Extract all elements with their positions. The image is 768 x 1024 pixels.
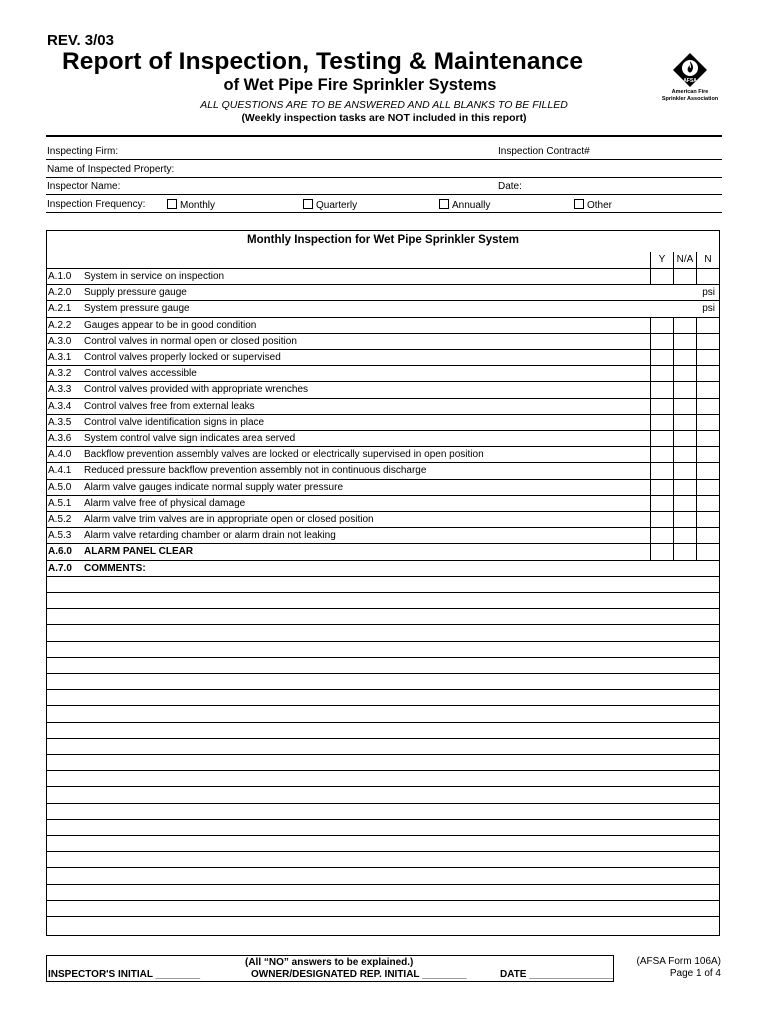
na-cell[interactable] [673, 317, 696, 334]
comment-line[interactable] [47, 657, 719, 658]
y-cell[interactable] [650, 365, 673, 382]
column-header-y: Y [650, 252, 673, 268]
row-code: A.4.0 [48, 449, 72, 461]
row-code: A.5.2 [48, 514, 72, 525]
comment-line[interactable] [47, 835, 719, 836]
table-row [47, 284, 719, 300]
comment-line[interactable] [47, 754, 719, 755]
row-code: A.3.2 [48, 368, 72, 380]
row-code: A.3.5 [48, 416, 72, 428]
document-subtitle: of Wet Pipe Fire Sprinkler Systems [223, 76, 497, 94]
n-cell[interactable] [696, 317, 719, 334]
y-cell[interactable] [650, 430, 673, 447]
n-cell[interactable] [696, 381, 719, 398]
table-row [47, 268, 719, 284]
table-row [47, 365, 719, 381]
afsa-emblem-icon [672, 52, 708, 88]
inspector-name-label: Inspector Name: [47, 181, 121, 192]
other-checkbox[interactable] [574, 199, 584, 209]
y-cell[interactable] [650, 381, 673, 398]
logo-line-1: American Fire [671, 89, 709, 95]
revision-label: REV. 3/03 [47, 32, 114, 49]
y-cell[interactable] [650, 479, 673, 496]
logo-line-2: Sprinkler Association [661, 96, 719, 102]
n-cell[interactable] [696, 527, 719, 544]
n-cell[interactable] [696, 398, 719, 415]
inspecting-firm-label: Inspecting Firm: [47, 146, 119, 157]
na-cell[interactable] [673, 349, 696, 366]
n-cell[interactable] [696, 479, 719, 496]
table-row [47, 446, 719, 462]
comment-line[interactable] [47, 770, 719, 771]
row-label: System pressure gauge [84, 303, 190, 315]
table-row [47, 527, 719, 543]
row-code: A.5.0 [48, 481, 72, 493]
comments-row [47, 560, 719, 576]
n-cell[interactable] [696, 333, 719, 350]
comment-line[interactable] [47, 900, 719, 901]
instruction-line-2: (Weekly inspection tasks are NOT included in this report) [241, 112, 527, 124]
annually-checkbox[interactable] [439, 199, 449, 209]
y-cell[interactable] [650, 317, 673, 334]
table-row [47, 300, 719, 316]
row-label: Control valves provided with appropriate wrenches [84, 384, 309, 396]
n-cell[interactable] [696, 495, 719, 512]
row-label: Control valves free from external leaks [84, 400, 255, 412]
row-label: Alarm valve trim valves are in appropriate open or closed position [84, 514, 374, 525]
y-cell[interactable] [650, 446, 673, 463]
n-cell[interactable] [696, 543, 719, 560]
y-cell[interactable] [650, 462, 673, 479]
row-label: ALARM PANEL CLEAR [84, 546, 194, 558]
y-cell[interactable] [650, 414, 673, 431]
row-code: A.3.0 [48, 335, 72, 347]
y-cell[interactable] [650, 527, 673, 544]
table-row [47, 414, 719, 430]
logo-abbr: AFSA [683, 78, 697, 84]
comment-line[interactable] [47, 722, 719, 723]
header-rule [46, 135, 722, 137]
row-code: A.5.1 [48, 497, 72, 509]
n-cell[interactable] [696, 268, 719, 285]
footer-date[interactable]: DATE _______________ [500, 969, 613, 980]
na-cell[interactable] [673, 333, 696, 350]
row-code: A.3.4 [48, 400, 72, 412]
y-cell[interactable] [650, 333, 673, 350]
comments-code: A.7.0 [48, 562, 72, 574]
na-cell[interactable] [673, 365, 696, 382]
row-code: A.2.0 [48, 287, 72, 299]
frequency-rule [46, 212, 722, 213]
comment-line[interactable] [47, 576, 719, 577]
comment-line[interactable] [47, 916, 719, 917]
n-cell[interactable] [696, 511, 719, 528]
row-label: Control valves accessible [84, 368, 197, 380]
row-label: Alarm valve free of physical damage [84, 497, 246, 509]
row-code: A.2.2 [48, 319, 72, 331]
na-cell[interactable] [673, 381, 696, 398]
na-cell[interactable] [673, 268, 696, 285]
frequency-annually[interactable]: Annually [439, 199, 490, 211]
quarterly-checkbox[interactable] [303, 199, 313, 209]
row-label: Control valves in normal open or closed position [84, 335, 297, 347]
row-label: Alarm valve gauges indicate normal supply water pressure [84, 481, 344, 493]
row-code: A.3.1 [48, 352, 72, 363]
n-cell[interactable] [696, 430, 719, 447]
comment-line[interactable] [47, 884, 719, 885]
monthly-checkbox[interactable] [167, 199, 177, 209]
inspecting-firm-field[interactable] [46, 159, 722, 160]
table-row [47, 381, 719, 397]
table-row [47, 511, 719, 527]
row-label: Alarm valve retarding chamber or alarm drain not leaking [84, 530, 336, 542]
row-code: A.3.6 [48, 433, 72, 444]
instruction-line-1: ALL QUESTIONS ARE TO BE ANSWERED AND ALL BLANKS TO BE FILLED [200, 99, 568, 111]
frequency-quarterly[interactable]: Quarterly [303, 199, 357, 211]
table-row [47, 543, 719, 559]
comment-line[interactable] [47, 641, 719, 642]
comments-label: COMMENTS: [84, 562, 146, 574]
row-label: System control valve sign indicates area served [84, 433, 296, 444]
document-title: Report of Inspection, Testing & Maintenance [62, 48, 584, 75]
y-cell[interactable] [650, 398, 673, 415]
property-name-label: Name of Inspected Property: [47, 164, 175, 175]
inspector-initial[interactable]: INSPECTOR'S INITIAL ________ [48, 969, 201, 980]
y-cell[interactable] [650, 268, 673, 285]
row-code: A.3.3 [48, 384, 72, 396]
row-code: A.5.3 [48, 530, 72, 542]
column-header-na: N/A [673, 252, 696, 268]
table-row [47, 398, 719, 414]
row-label: Control valves properly locked or supervised [84, 352, 281, 363]
comment-line[interactable] [47, 592, 719, 593]
inspector-name-field[interactable] [46, 194, 722, 195]
row-code: A.1.0 [48, 271, 72, 282]
row-label: Supply pressure gauge [84, 287, 187, 299]
row-unit: psi [702, 303, 715, 315]
row-code: A.6.0 [48, 546, 72, 558]
row-label: Control valve identification signs in place [84, 416, 265, 428]
row-label: Reduced pressure backflow prevention assembly not in continuous discharge [84, 465, 427, 477]
comment-line[interactable] [47, 689, 719, 690]
comment-line[interactable] [47, 786, 719, 787]
row-label: Backflow prevention assembly valves are locked or electrically supervised in open position [84, 449, 484, 461]
frequency-other[interactable]: Other [574, 199, 612, 211]
column-header-n: N [696, 252, 719, 268]
comment-line[interactable] [47, 624, 719, 625]
table-row [47, 462, 719, 478]
row-code: A.4.1 [48, 465, 72, 477]
date-label: Date: [498, 181, 522, 192]
inspection-contract-label: Inspection Contract# [498, 146, 590, 157]
frequency-monthly[interactable]: Monthly [167, 199, 215, 211]
row-label: System in service on inspection [84, 271, 225, 282]
n-cell[interactable] [696, 462, 719, 479]
na-cell[interactable] [673, 462, 696, 479]
frequency-label: Inspection Frequency: [47, 199, 146, 210]
n-cell[interactable] [696, 365, 719, 382]
table-row [47, 479, 719, 495]
footer-note: (All “NO” answers to be explained.) [245, 957, 414, 968]
table-row [47, 317, 719, 333]
page-number: Page 1 of 4 [669, 968, 721, 979]
na-cell[interactable] [673, 511, 696, 528]
table-row [47, 333, 719, 349]
row-unit: psi [702, 287, 715, 299]
form-id: (AFSA Form 106A) [636, 956, 721, 967]
afsa-logo [652, 52, 728, 108]
na-cell[interactable] [673, 446, 696, 463]
table-row [47, 495, 719, 511]
n-cell[interactable] [696, 414, 719, 431]
owner-initial[interactable]: OWNER/DESIGNATED REP. INITIAL ________ [251, 969, 467, 980]
y-cell[interactable] [650, 349, 673, 366]
comment-line[interactable] [47, 738, 719, 739]
comment-line[interactable] [47, 705, 719, 706]
y-cell[interactable] [650, 511, 673, 528]
comment-line[interactable] [47, 608, 719, 609]
na-cell[interactable] [673, 543, 696, 560]
row-label: Gauges appear to be in good condition [84, 319, 257, 331]
na-cell[interactable] [673, 495, 696, 512]
na-cell[interactable] [673, 398, 696, 415]
na-cell[interactable] [673, 527, 696, 544]
table-title: Monthly Inspection for Wet Pipe Sprinkler System [246, 234, 519, 246]
na-cell[interactable] [673, 414, 696, 431]
comment-line[interactable] [47, 867, 719, 868]
comment-line[interactable] [47, 851, 719, 852]
n-cell[interactable] [696, 446, 719, 463]
row-code: A.2.1 [48, 303, 72, 315]
na-cell[interactable] [673, 430, 696, 447]
comment-line[interactable] [47, 819, 719, 820]
n-cell[interactable] [696, 349, 719, 366]
comment-line[interactable] [47, 673, 719, 674]
table-row [47, 430, 719, 446]
y-cell[interactable] [650, 543, 673, 560]
table-row [47, 349, 719, 365]
y-cell[interactable] [650, 495, 673, 512]
comment-line[interactable] [47, 803, 719, 804]
property-name-field[interactable] [46, 177, 722, 178]
na-cell[interactable] [673, 479, 696, 496]
